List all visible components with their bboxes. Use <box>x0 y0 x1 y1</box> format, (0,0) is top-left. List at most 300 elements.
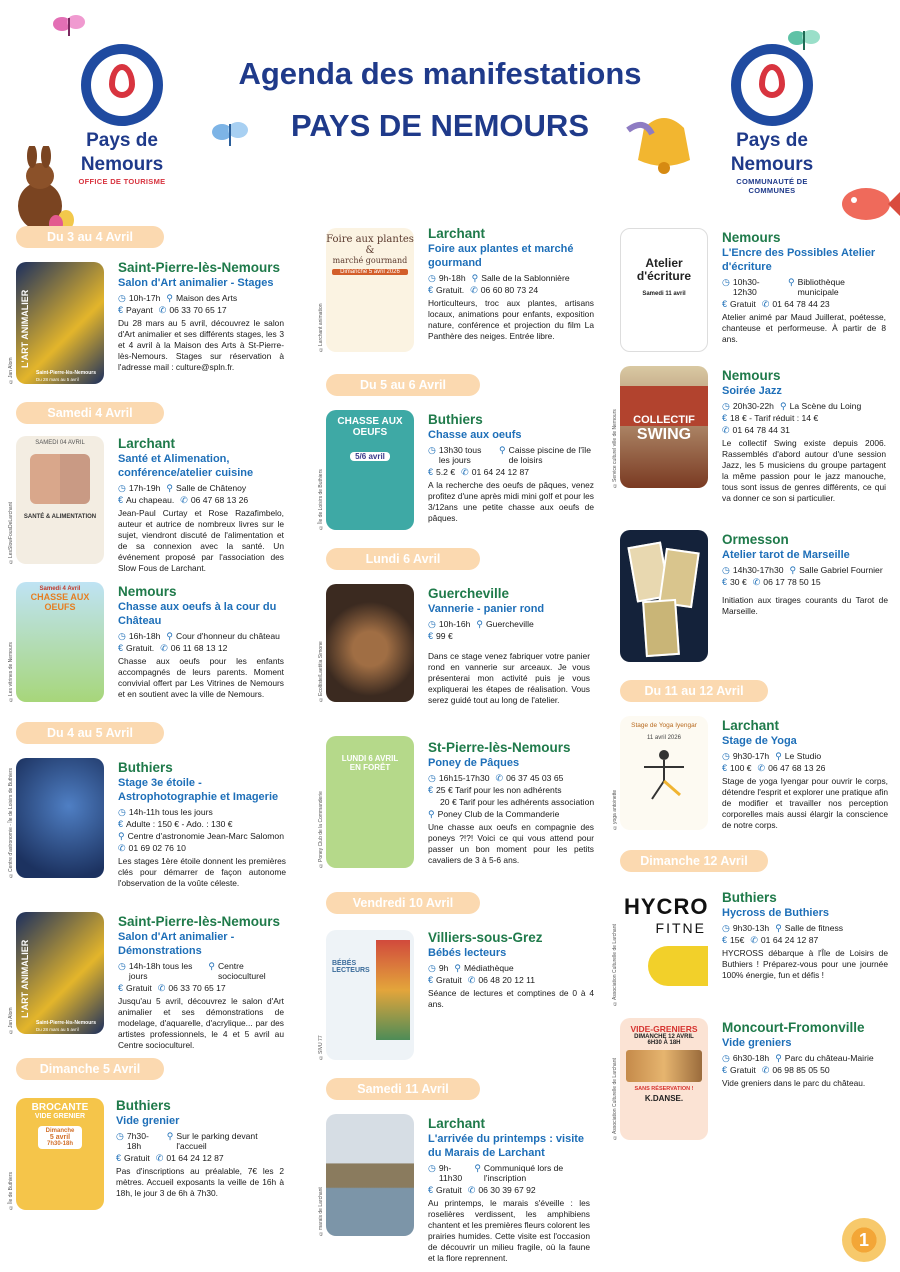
location-pin-icon: ⚲ <box>208 961 215 971</box>
location-pin-icon: ⚲ <box>474 1163 481 1173</box>
event-card <box>428 226 594 342</box>
euro-icon: € <box>118 305 124 315</box>
event-place: Salle de la Sablonnière <box>481 273 570 283</box>
event-place: Poney Club de la Commanderie <box>437 809 560 819</box>
location-pin-icon: ⚲ <box>166 293 173 303</box>
event-phone[interactable]: 01 69 02 76 10 <box>128 843 186 853</box>
poster-text: L'ART ANIMALIER <box>20 289 30 368</box>
event-town: Buthiers <box>118 760 173 775</box>
date-pill: Samedi 11 Avril <box>326 1078 480 1100</box>
phone-icon: ✆ <box>750 935 758 945</box>
poster-text: marché gourmand <box>332 256 408 265</box>
event-poster <box>620 366 708 488</box>
photo-credit: ©Poney Club de la Commanderie <box>318 791 324 868</box>
event-price: 20 € Tarif pour les adhérents association <box>440 797 595 807</box>
event-card <box>722 368 886 504</box>
euro-icon: € <box>722 413 728 423</box>
clock-icon: ◷ <box>118 293 126 303</box>
event-time: 17h-19h <box>128 483 161 493</box>
clock-icon: ◷ <box>428 1163 436 1173</box>
poster-text: Atelier d'écriture <box>636 256 692 283</box>
logo-name-line1: Pays de <box>736 130 808 151</box>
location-pin-icon: ⚲ <box>118 831 125 841</box>
date-pill: Dimanche 5 Avril <box>16 1058 164 1080</box>
event-time: 9h-11h30 <box>438 1163 463 1183</box>
yoga-figure-icon <box>634 745 694 801</box>
date-pill: Vendredi 10 Avril <box>326 892 480 914</box>
clock-icon: ◷ <box>428 963 436 973</box>
event-phone[interactable]: 01 64 78 44 23 <box>772 299 830 309</box>
photo-credit: ©Centre d'astronomie - Île de Loisirs de Buthiers <box>8 767 14 878</box>
event-place: Bibliothèque municipale <box>797 277 845 297</box>
phone-icon: ✆ <box>157 983 166 993</box>
event-place: Salle Gabriel Fournier <box>799 565 883 575</box>
euro-icon: € <box>118 983 124 993</box>
event-description: A la recherche des oeufs de pâques, venez profitez d'une après midi mini golf et pour les 3/12ans une petite chasse aux oeufs de pâques. <box>428 480 594 523</box>
event-phone[interactable]: 06 17 78 50 15 <box>763 577 821 587</box>
event-poster <box>620 888 708 1006</box>
event-description: Au printemps, le marais s'éveille : les roselières verdissent, les amphibiens chantent et les premières fleurs colorent les prairies humides. Cette visite est l'occasion de découvrir un milieu fragile, où la faune et la flore reprennent. <box>428 1198 590 1263</box>
event-price: Gratuit <box>436 975 462 985</box>
photo-credit: ©Île de Loisirs de Buthiers <box>318 469 324 530</box>
logo-name-line1: Pays de <box>86 130 158 151</box>
event-title: L'arrivée du printemps : visite du Marais de Larchant <box>428 1133 585 1159</box>
event-description: Initiation aux tirages courants du Tarot de Marseille. <box>722 595 888 616</box>
poster-text: 11 avril 2026 <box>647 735 681 741</box>
poster-text: L'ART ANIMALIER <box>20 939 30 1018</box>
clock-icon: ◷ <box>722 277 730 287</box>
event-card <box>722 230 886 345</box>
event-title: Stage de Yoga <box>722 735 797 747</box>
logo-drop-icon <box>731 44 813 126</box>
event-description: Séance de lectures et comptines de 0 à 4 ans. <box>428 988 594 1009</box>
date-pill: Lundi 6 Avril <box>326 548 480 570</box>
event-place: Communiqué lors de l'inscription <box>483 1163 564 1183</box>
poster-text: 5/6 avril <box>350 452 390 461</box>
location-pin-icon: ⚲ <box>788 277 795 287</box>
event-time: 9h <box>438 963 449 973</box>
event-place: Centre socioculturel <box>217 961 266 981</box>
event-title: Salon d'Art animalier - Stages <box>118 277 274 289</box>
photo-credit: ©Jan Alom <box>8 1007 14 1034</box>
poster-text: K.DANSE. <box>644 1094 684 1103</box>
poster-text: Du 28 mars au 5 avril <box>36 377 79 382</box>
event-card <box>118 914 284 1051</box>
phone-icon: ✆ <box>722 425 730 435</box>
phone-icon: ✆ <box>752 577 761 587</box>
phone-icon: ✆ <box>761 299 770 309</box>
event-place: Caisse piscine de l'île de loisirs <box>508 445 591 465</box>
poster-text: 6H30 À 18H <box>647 1040 681 1046</box>
page-title-line1: Agenda des manifestations <box>238 56 642 91</box>
event-title: Chasse aux oeufs à la cour du Château <box>118 601 277 627</box>
poster-text: Stage de Yoga Iyengar <box>631 722 697 729</box>
event-description: Dans ce stage venez fabriquer votre panier rond en vannerie sur arceaux. Je vous présenterai mon activité puis je vous expliquerai les étapes de réalisation. Vous serez guidé tout au long de l'atelier. <box>428 651 590 705</box>
event-card <box>118 260 284 373</box>
event-price: 15€ <box>730 935 745 945</box>
event-phone[interactable]: 06 47 68 13 26 <box>190 495 249 505</box>
event-card <box>118 436 284 574</box>
clock-icon: ◷ <box>118 483 126 493</box>
phone-icon: ✆ <box>155 1153 164 1163</box>
phone-icon: ✆ <box>470 285 478 295</box>
photo-credit: ©Service culturel ville de Nemours <box>612 409 618 488</box>
event-town: Nemours <box>722 368 781 383</box>
location-pin-icon: ⚲ <box>476 619 483 629</box>
logo-communaute-communes <box>722 44 822 195</box>
page-number: 1 <box>842 1218 886 1262</box>
photo-credit: ©Les vitrines de Nemours <box>8 642 14 702</box>
poster-graphic <box>648 946 708 986</box>
event-phone[interactable]: 06 47 68 13 26 <box>768 763 826 773</box>
event-phone[interactable]: 06 98 85 05 50 <box>772 1065 830 1075</box>
event-place: Le Studio <box>784 751 822 761</box>
logo-name-line2: Nemours <box>80 154 164 175</box>
phone-icon: ✆ <box>761 1065 770 1075</box>
event-price: 100 € <box>730 763 752 773</box>
date-pill: Dimanche 12 Avril <box>620 850 768 872</box>
photo-credit: ©Ecoltiste/Laetitia Simone <box>318 641 324 702</box>
event-time: 16h15-17h30 <box>438 773 490 783</box>
poster-text: Saint-Pierre-lès-Nemours <box>36 1020 97 1026</box>
clock-icon: ◷ <box>428 773 436 783</box>
event-title: Vide greniers <box>722 1037 792 1049</box>
location-pin-icon: ⚲ <box>775 751 782 761</box>
poster-graphic <box>626 1050 702 1082</box>
event-description: Du 28 mars au 5 avril, découvrez le salon d'Art animalier et ses différents stages, les 3 et 4 avril à la Maison des Arts à St-Pierre-lès-Nemours. Stages sur réservation à l'adresse mail : culture@spln.fr. <box>118 318 284 372</box>
event-place: Médiathèque <box>464 963 514 973</box>
event-title: Bébés lecteurs <box>428 947 507 959</box>
event-place: La Scène du Loing <box>789 401 862 411</box>
photo-credit: ©Île de Buthiers <box>8 1172 14 1210</box>
euro-icon: € <box>722 299 728 309</box>
event-price: Au chapeau. <box>126 495 175 505</box>
location-pin-icon: ⚲ <box>471 273 479 283</box>
photo-credit: ©Larchant animation <box>318 303 324 352</box>
event-card <box>428 930 594 1010</box>
euro-icon: € <box>428 975 434 985</box>
phone-icon: ✆ <box>467 1185 476 1195</box>
event-town: Buthiers <box>722 890 777 905</box>
event-price: 99 € <box>436 631 453 641</box>
event-town: Nemours <box>722 230 781 245</box>
photo-credit: ©Jan Alom <box>8 357 14 384</box>
date-pill: Du 11 au 12 Avril <box>620 680 768 702</box>
poster-text: COLLECTIF <box>620 386 708 426</box>
event-poster <box>326 584 414 702</box>
event-title: Chasse aux oeufs <box>428 429 522 441</box>
event-town: Larchant <box>118 436 176 451</box>
event-price: Gratuit <box>730 299 756 309</box>
event-phone[interactable]: 06 11 68 13 12 <box>170 643 228 653</box>
event-description: Les stages 1ère étoile donnent les premières clés pour démarrer de façon autonome l'observation de la voûte céleste. <box>118 856 286 888</box>
poster-text: Dimanche <box>45 1128 75 1134</box>
tarot-card <box>642 599 680 657</box>
euro-icon: € <box>428 631 434 641</box>
event-place: Salle de fitness <box>784 923 844 933</box>
location-pin-icon: ⚲ <box>428 809 435 819</box>
event-description: Stage de yoga Iyengar pour ouvrir le corps, détendre l'esprit et explorer une pratique afin de modifier et travailler nos perception corporelles mais aussi élargir la conscience de notre corps. <box>722 776 888 830</box>
event-time: 10h-16h <box>438 619 471 629</box>
euro-icon: € <box>428 1185 434 1195</box>
poster-text: SANTÉ & ALIMENTATION <box>23 514 97 520</box>
euro-icon: € <box>428 467 434 477</box>
clock-icon: ◷ <box>428 619 436 629</box>
poster-text: VIDE GRENIER <box>34 1113 86 1120</box>
event-place: Cour d'honneur du château <box>176 631 280 641</box>
poster-text: DIMANCHE 12 AVRIL <box>634 1034 694 1040</box>
event-poster <box>16 758 104 878</box>
event-time: 14h-11h tous les jours <box>128 807 213 817</box>
page-title-line2: PAYS DE NEMOURS <box>290 108 589 143</box>
chocolate-bunny-icon <box>10 146 80 232</box>
poster-text: VIDE-GRENIERS <box>630 1024 698 1034</box>
event-phone[interactable]: 06 30 39 67 92 <box>478 1185 536 1195</box>
event-poster <box>620 228 708 352</box>
event-price: 30 € <box>730 577 747 587</box>
event-town: Ormesson <box>722 532 789 547</box>
euro-icon: € <box>428 285 434 295</box>
poster-text: LUNDI 6 AVRIL <box>341 754 399 763</box>
event-poster <box>16 1098 104 1210</box>
poster-text: EN FORÊT <box>349 763 391 772</box>
event-poster <box>620 1018 708 1140</box>
event-card <box>722 1020 888 1089</box>
event-poster <box>326 736 414 868</box>
event-town: Saint-Pierre-lès-Nemours <box>118 260 281 275</box>
phone-icon: ✆ <box>118 843 126 853</box>
event-description: HYCROSS débarque à l'Île de Loisirs de Buthiers ! Préparez-vous pour une journée 100% énergie, fun et défis ! <box>722 948 888 980</box>
event-card <box>118 760 286 889</box>
event-time: 20h30-22h <box>732 401 774 411</box>
location-pin-icon: ⚲ <box>499 445 506 455</box>
event-description: Horticulteurs, troc aux plantes, artisans locaux, animations pour enfants, exposition nature, conférence et projection du film La Panthère des neiges. Entrée libre. <box>428 298 594 341</box>
event-title: Vide grenier <box>116 1115 180 1127</box>
poster-text: CHASSE AUX OEUFS <box>337 416 403 438</box>
event-poster <box>326 410 414 530</box>
poster-text: Du 28 mars au 5 avril <box>36 1027 79 1032</box>
april-fish-icon <box>836 178 900 228</box>
phone-icon: ✆ <box>495 773 504 783</box>
event-card <box>116 1098 284 1199</box>
event-description: Vide greniers dans le parc du château. <box>722 1078 866 1088</box>
easter-bell-icon <box>624 108 704 182</box>
event-phone[interactable]: 01 64 78 44 31 <box>732 425 790 435</box>
event-phone[interactable]: 01 64 24 12 87 <box>166 1153 224 1163</box>
event-town: Larchant <box>428 226 486 241</box>
clock-icon: ◷ <box>428 273 436 283</box>
location-pin-icon: ⚲ <box>454 963 462 973</box>
phone-icon: ✆ <box>160 643 168 653</box>
event-poster <box>16 912 104 1034</box>
euro-icon: € <box>722 763 728 773</box>
event-price: Payant <box>126 305 153 315</box>
euro-icon: € <box>722 577 728 587</box>
event-title: Stage 3e étoile - Astrophotographie et Imagerie <box>118 777 279 803</box>
event-description: Le collectif Swing existe depuis 2006. Rassemblés d'abord autour d'une session Jazz, les 5 musiciens du groupe partagent la même passion pour le jazz manouche, tous sont issus de genres différents, ce qui va donner ce son si particulier. <box>722 438 886 503</box>
event-price: Gratuit <box>730 1065 756 1075</box>
event-description: Atelier animé par Maud Juillerat, poétesse, chanteuse et performeuse. À partir de 8 ans. <box>722 312 886 344</box>
poster-text: 7h30-18h <box>46 1141 73 1147</box>
event-title: Foire aux plantes et marché gourmand <box>428 243 574 269</box>
event-phone[interactable]: 06 33 70 65 17 <box>169 305 227 315</box>
event-title: Santé et Alimenation, conférence/atelier cuisine <box>118 453 254 479</box>
clock-icon: ◷ <box>722 401 730 411</box>
euro-icon: € <box>118 819 124 829</box>
event-description: Jusqu'au 5 avril, découvrez le salon d'Art animalier et ses démonstrations de modelage, d'aquarelle, d'acrylique... par des artistes professionnels, le 4 et 5 avril au Centre socioculturel. <box>118 996 284 1050</box>
event-phone[interactable]: 06 37 45 03 65 <box>506 773 564 783</box>
event-phone[interactable]: 01 64 24 12 87 <box>760 935 819 945</box>
event-description: Pas d'inscriptions au préalable, 7€ les 2 mètres. Accueil exposants la veille de 16h à 18h, le jour 3 de 6h à 7h30. <box>116 1166 284 1198</box>
date-pill: Du 5 au 6 Avril <box>326 374 480 396</box>
logo-name-line2: Nemours <box>730 154 814 175</box>
euro-icon: € <box>116 1153 122 1163</box>
event-poster <box>16 262 104 384</box>
event-card <box>118 584 284 700</box>
clock-icon: ◷ <box>428 445 436 455</box>
location-pin-icon: ⚲ <box>775 1053 782 1063</box>
event-description: Chasse aux oeufs pour les enfants accompagnés de leurs parents. Moment convivial offert par Les Vitrines de Nemours et en soutient avec la ville de Nemours. <box>118 656 284 699</box>
event-title: L'Encre des Possibles Atelier d'écriture <box>722 247 876 273</box>
location-pin-icon: ⚲ <box>779 401 787 411</box>
event-town: Larchant <box>722 718 780 733</box>
event-price: 25 € Tarif pour les non adhérents <box>436 785 562 795</box>
location-pin-icon: ⚲ <box>166 631 173 641</box>
poster-text: BROCANTE <box>31 1102 89 1113</box>
date-pill: Du 4 au 5 Avril <box>16 722 164 744</box>
phone-icon: ✆ <box>180 495 188 505</box>
location-pin-icon: ⚲ <box>775 923 782 933</box>
euro-icon: € <box>428 785 434 795</box>
event-poster <box>326 228 414 352</box>
logo-office-tourisme <box>72 44 172 186</box>
clock-icon: ◷ <box>722 1053 730 1063</box>
poster-text: FITNE <box>655 920 706 936</box>
event-price: 5.2 € <box>436 467 456 477</box>
event-place: Centre d'astronomie Jean-Marc Salomon <box>127 831 284 841</box>
euro-icon: € <box>118 643 124 653</box>
event-poster <box>16 436 104 564</box>
euro-icon: € <box>722 1065 728 1075</box>
event-town: St-Pierre-lès-Nemours <box>428 740 571 755</box>
poster-text: SANS RÉSERVATION ! <box>634 1086 694 1092</box>
poster-text: BÉBÉS LECTEURS <box>332 960 370 974</box>
clock-icon: ◷ <box>118 807 126 817</box>
event-phone[interactable]: 01 64 24 12 87 <box>471 467 530 477</box>
event-title: Soirée Jazz <box>722 385 782 397</box>
photo-credit: ©SIVU 77 <box>318 1035 324 1060</box>
event-card <box>428 1116 590 1264</box>
event-place: Maison des Arts <box>176 293 238 303</box>
event-time: 7h30-18h <box>126 1131 149 1151</box>
event-time: 10h30-12h30 <box>732 277 760 297</box>
euro-icon: € <box>722 935 728 945</box>
event-description: Jean-Paul Curtay et Rose Razafimbelo, auteur et autrice de nombreux livres sur le sujet, viendront discuté de l'alimentation et de sa connexion avec la santé. Un événement proposé par l'association des Slow Fous de Larchant. <box>118 508 284 573</box>
event-phone[interactable]: 06 48 20 12 11 <box>478 975 536 985</box>
clock-icon: ◷ <box>118 631 126 641</box>
event-time: 16h-18h <box>128 631 161 641</box>
event-town: Larchant <box>428 1116 486 1131</box>
event-time: 6h30-18h <box>732 1053 770 1063</box>
event-time: 9h-18h <box>438 273 466 283</box>
event-card <box>428 412 594 524</box>
clock-icon: ◷ <box>722 923 730 933</box>
event-town: Moncourt-Fromonville <box>722 1020 865 1035</box>
event-place: Sur le parking devant l'accueil <box>176 1131 258 1151</box>
event-price: Gratuit <box>124 1153 150 1163</box>
event-phone[interactable]: 06 60 80 73 24 <box>480 285 539 295</box>
poster-text: SWING <box>636 426 692 443</box>
event-price: 18 € - Tarif réduit : 14 € <box>730 413 819 423</box>
event-poster <box>620 530 708 662</box>
event-poster <box>16 582 104 702</box>
event-price: Gratuit. <box>436 285 465 295</box>
photo-credit: ©marais de Larchant <box>318 1187 324 1236</box>
photo-credit: ©Association Culturelle de Larchant <box>612 1058 618 1140</box>
phone-icon: ✆ <box>757 763 766 773</box>
event-poster <box>326 1114 414 1236</box>
date-pill: Du 3 au 4 Avril <box>16 226 164 248</box>
event-card <box>428 586 590 706</box>
event-place: Salle de Châtenoy <box>176 483 247 493</box>
logo-subtitle: COMMUNAUTÉ DE COMMUNES <box>736 177 808 195</box>
butterfly-icon <box>786 26 822 54</box>
event-phone[interactable]: 06 33 70 65 17 <box>168 983 226 993</box>
clock-icon: ◷ <box>722 751 730 761</box>
event-title: Poney de Pâques <box>428 757 520 769</box>
poster-text: Saint-Pierre-lès-Nemours <box>36 370 97 376</box>
logo-subtitle: OFFICE DE TOURISME <box>78 177 166 186</box>
photo-credit: ©Association Culturelle de Larchant <box>612 924 618 1006</box>
butterfly-icon <box>52 12 86 42</box>
event-town: Villiers-sous-Grez <box>428 930 543 945</box>
event-time: 14h30-17h30 <box>732 565 784 575</box>
location-pin-icon: ⚲ <box>166 483 173 493</box>
logo-drop-icon <box>81 44 163 126</box>
location-pin-icon: ⚲ <box>166 1131 174 1141</box>
clock-icon: ◷ <box>116 1131 124 1141</box>
event-time: 9h30-13h <box>732 923 770 933</box>
clock-icon: ◷ <box>118 961 126 971</box>
phone-icon: ✆ <box>461 467 469 477</box>
poster-graphic <box>376 940 410 1040</box>
poster-date-box <box>38 1126 82 1149</box>
event-time: 9h30-17h <box>732 751 770 761</box>
euro-icon: € <box>118 495 124 505</box>
event-town: Guercheville <box>428 586 510 601</box>
date-pill: Samedi 4 Avril <box>16 402 164 424</box>
poster-text: CHASSE AUX OEUFS <box>30 592 90 612</box>
event-card <box>428 740 614 866</box>
poster-text: Samedi 11 avril <box>642 291 686 297</box>
event-town: Saint-Pierre-lès-Nemours <box>118 914 281 929</box>
event-card <box>722 532 888 617</box>
poster-text: Dimanche 5 avril 2026 <box>332 269 408 275</box>
event-time: 10h-17h <box>128 293 161 303</box>
event-town: Nemours <box>118 584 177 599</box>
event-title: Atelier tarot de Marseille <box>722 549 850 561</box>
event-price: Gratuit. <box>126 643 155 653</box>
event-poster <box>326 930 414 1060</box>
poster-text: Samedi 4 Avril <box>39 586 81 592</box>
poster-photo <box>30 454 90 504</box>
event-price: Gratuit <box>436 1185 462 1195</box>
event-description: Une chasse aux oeufs en compagnie des poneys ?!?! Voici ce qui vous attend pour passer un bon moment pour les petits cavaliers de 3 à 5-6 ans. <box>428 822 594 865</box>
event-poster <box>620 716 708 830</box>
event-title: Vannerie - panier rond <box>428 603 545 615</box>
poster-text: SAMEDI 04 AVRIL <box>35 440 85 446</box>
event-time: 13h30 tous les jours <box>438 445 482 465</box>
